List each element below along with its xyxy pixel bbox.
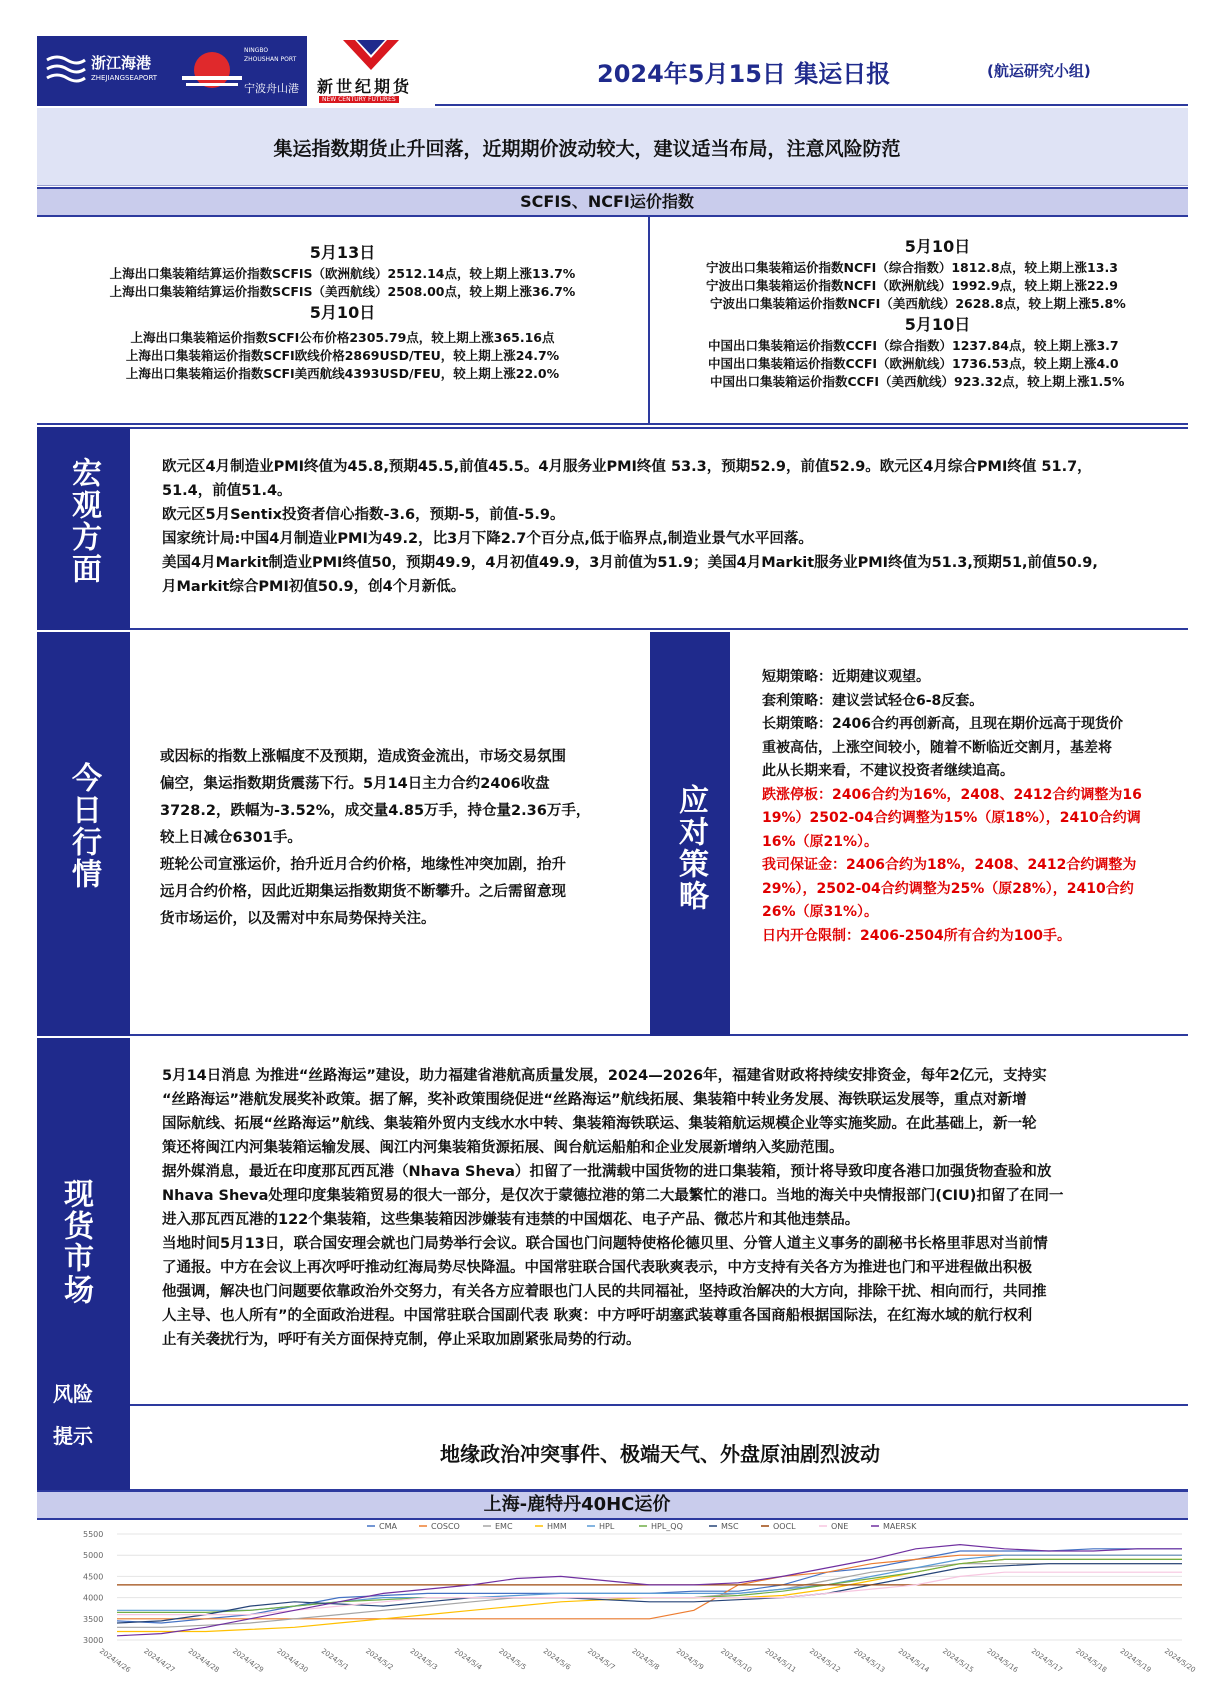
y-tick-label: 5500 <box>83 1530 104 1539</box>
ccfi-us-line: 中国出口集装箱运价指数CCFI（美西航线）923.32点，较上期上涨1.5% <box>710 374 1125 389</box>
sun-sea-logo-icon <box>182 48 242 98</box>
x-tick-label: 2024/5/7 <box>585 1647 617 1672</box>
macro-label-box <box>37 427 130 630</box>
x-tick-label: 2024/5/2 <box>364 1647 395 1672</box>
headline: 集运指数期货止升回落，近期期价波动较大，建议适当布局，注意风险防范 <box>273 138 901 160</box>
strategy-line: 重被高估，上涨空间较小，随着不断临近交割月，基差将 <box>762 739 1112 756</box>
x-tick-label: 2024/5/4 <box>452 1647 484 1672</box>
x-tick-label: 2024/5/5 <box>497 1647 528 1672</box>
spot-label: 现货市场 <box>58 1178 93 1306</box>
spot-line: 策还将闽江内河集装箱运输发展、闽江内河集装箱货源拓展、闽台航运船舶和企业发展新增纳入奖励范围。 <box>162 1140 844 1156</box>
series-line <box>117 1545 1182 1636</box>
scfis-eu-line: 上海出口集装箱结算运价指数SCFIS（欧洲航线）2512.14点，较上期上涨13.7% <box>109 266 576 281</box>
ncfi-eu-line: 宁波出口集装箱运价指数NCFI（欧洲航线）1992.9点，较上期上涨22.9 <box>706 278 1118 293</box>
new-century-logo <box>307 36 435 106</box>
zhejiang-seaport-logo <box>45 46 190 94</box>
scfis-us-line: 上海出口集装箱结算运价指数SCFIS（美西航线）2508.00点，较上期上涨36.7% <box>109 284 576 299</box>
legend-label: EMC <box>495 1522 513 1531</box>
risk-label-2: 提示 <box>53 1424 93 1448</box>
today-line: 3728.2，跌幅为-3.52%，成交量4.85万手，持仓量2.36万手， <box>160 803 591 819</box>
limit-line: 19%）2502-04合约调整为15%（原18%），2410合约调 <box>762 810 1141 826</box>
index-bar <box>37 187 1188 217</box>
chart-title: 上海-鹿特丹40HC运价 <box>483 1494 671 1515</box>
strategy-text <box>762 666 1142 948</box>
y-tick-label: 5000 <box>83 1551 104 1561</box>
limit-line: 16%（原21%）。 <box>762 833 879 850</box>
spot-line: Nhava Sheva处理印度集装箱贸易的很大一部分，是仅次于蒙德拉港的第二大最繁忙的港口。当地的海关中央情报部门(CIU)扣留了在同一 <box>162 1188 1064 1204</box>
left-date2: 5月10日 <box>309 303 376 322</box>
strategy-line: 短期策略：近期建议观望。 <box>762 669 930 685</box>
freight-chart <box>37 1520 1197 1680</box>
legend-label: MSC <box>721 1522 739 1531</box>
risk-text: 地缘政治冲突事件、极端天气、外盘原油剧烈波动 <box>440 1442 880 1466</box>
logo2-top: NINGBO ZHOUSHAN PORT <box>244 47 297 63</box>
x-tick-label: 2024/5/12 <box>807 1647 842 1675</box>
scfi-eu-line: 上海出口集装箱运价指数SCFI欧线价格2869USD/TEU，较上期上涨24.7% <box>125 348 560 363</box>
spot-text <box>162 1064 1063 1352</box>
header-logo-strip <box>37 36 435 106</box>
right-date2: 5月10日 <box>904 315 971 334</box>
logo3-sub: NEW CENTURY FUTURES <box>319 96 399 103</box>
x-tick-label: 2024/4/29 <box>230 1647 265 1675</box>
spot-line: 当地时间5月13日，联合国安理会就也门局势举行会议。联合国也门问题特使格伦德贝里、分管人道主义事务的副秘书长格里菲思对当前情 <box>162 1236 1048 1252</box>
today-line: 班轮公司宣涨运价，抬升近月合约价格，地缘性冲突加剧，抬升 <box>160 857 566 873</box>
wave-logo-icon <box>45 52 87 86</box>
x-tick-label: 2024/4/27 <box>142 1647 177 1675</box>
x-tick-label: 2024/5/11 <box>763 1647 798 1675</box>
spot-line: 他强调，解决也门问题要依靠政治外交努力，有关各方应着眼也门人民的共同福祉，坚持政治解决的大方向，排除干扰、相向而行，共同推 <box>162 1284 1047 1300</box>
risk-box <box>130 1408 1188 1491</box>
spot-line: “丝路海运”港航发展奖补政策。据了解，奖补政策围绕促进“丝路海运”航线拓展、集装箱中转业务发展、海铁联运发展等，重点对新增 <box>162 1092 1027 1108</box>
spot-line: 人主导、也人所有”的全面政治进程。中国常驻联合国副代表 耿爽：中方呼吁胡塞武装尊重各国商船根据国际法，在红海水域的航行权利 <box>162 1308 1033 1324</box>
index-section <box>37 217 1188 425</box>
spot-line: 了通报。中方在会议上再次呼吁推动红海局势尽快降温。中国常驻联合国代表耿爽表示，中方支持有关各方为推进也门和平进程做出积极 <box>162 1260 1032 1276</box>
index-bar-title: SCFIS、NCFI运价指数 <box>520 192 694 211</box>
series-line <box>117 1559 1182 1612</box>
x-tick-label: 2024/5/8 <box>630 1647 661 1672</box>
legend-label: OOCL <box>773 1522 796 1531</box>
x-tick-label: 2024/5/14 <box>896 1647 931 1675</box>
spot-line: 5月14日消息 为推进“丝路海运”建设，助力福建省港航高质量发展，2024—2026年，福建省财政将持续安排资金，每年2亿元，支持实 <box>162 1068 1047 1084</box>
today-line: 或因标的指数上涨幅度不及预期，造成资金流出，市场交易氛围 <box>160 749 566 765</box>
scfi-us-line: 上海出口集装箱运价指数SCFI美西航线4393USD/FEU，较上期上涨22.0% <box>125 366 560 381</box>
strategy-line: 长期策略：2406合约再创新高，且现在期价远高于现货价 <box>762 716 1123 732</box>
today-box <box>130 632 650 1036</box>
spot-line: 进入那瓦西瓦港的122个集装箱，这些集装箱因涉嫌装有违禁的中国烟花、电子产品、微芯片和其他违禁品。 <box>162 1212 860 1228</box>
macro-label: 宏观方面 <box>66 457 101 585</box>
v-logo-icon <box>341 38 401 72</box>
strategy-label: 应对策略 <box>673 784 708 912</box>
x-tick-label: 2024/5/6 <box>541 1647 572 1672</box>
strategy-line: 此从长期来看，不建议投资者继续追高。 <box>762 763 1014 779</box>
x-tick-label: 2024/4/26 <box>97 1647 132 1675</box>
x-tick-label: 2024/5/10 <box>719 1647 754 1675</box>
legend-label: CMA <box>379 1522 397 1531</box>
x-tick-label: 2024/5/3 <box>408 1647 439 1672</box>
x-tick-label: 2024/4/30 <box>275 1647 310 1675</box>
macro-text <box>162 455 1098 599</box>
x-tick-label: 2024/5/17 <box>1029 1647 1064 1675</box>
macro-line: 美国4月Markit制造业PMI终值50，预期49.9，4月初值49.9，3月前值为51.9；美国4月Markit服务业PMI终值为51.3,预期51,前值50.9, <box>162 555 1098 571</box>
report-subtitle: (航运研究小组) <box>987 62 1091 80</box>
spot-line: 据外媒消息，最近在印度那瓦西瓦港（Nhava Sheva）扣留了一批满载中国货物的进口集装箱，预计将导致印度各港口加强货物查验和放 <box>162 1164 1052 1180</box>
x-tick-label: 2024/5/20 <box>1162 1647 1197 1675</box>
ncfi-us-line: 宁波出口集装箱运价指数NCFI（美西航线）2628.8点，较上期上涨5.8% <box>710 296 1126 311</box>
y-tick-label: 3000 <box>83 1636 104 1645</box>
y-tick-label: 4500 <box>83 1572 104 1582</box>
series-line <box>117 1564 1182 1628</box>
x-tick-label: 2024/5/16 <box>985 1647 1020 1675</box>
legend-label: HMM <box>547 1522 567 1531</box>
report-title: 2024年5月15日 集运日报 <box>597 60 891 88</box>
freight-chart-svg <box>37 1520 1197 1680</box>
limit-line: 跌涨停板：2406合约为16%，2408、2412合约调整为16 <box>762 786 1142 803</box>
ccfi-composite-line: 中国出口集装箱运价指数CCFI（综合指数）1237.84点，较上期上涨3.7 <box>708 338 1119 353</box>
left-date1: 5月13日 <box>309 243 376 262</box>
x-tick-label: 2024/5/18 <box>1074 1647 1109 1675</box>
chart-title-bar <box>37 1490 1188 1520</box>
spot-box <box>130 1038 1188 1406</box>
macro-line: 欧元区5月Sentix投资者信心指数-3.6，预期-5，前值-5.9。 <box>162 507 565 523</box>
x-tick-label: 2024/5/19 <box>1118 1647 1153 1675</box>
today-line: 货市场运价，以及需对中东局势保持关注。 <box>160 911 436 927</box>
spot-line: 止有关袭扰行为，呼吁有关方面保持克制，停止采取加剧紧张局势的行动。 <box>162 1332 641 1348</box>
macro-line: 51.4，前值51.4。 <box>162 483 292 499</box>
today-label-box <box>37 632 130 1036</box>
headline-box <box>37 108 1188 186</box>
today-line: 较上日减仓6301手。 <box>160 830 302 846</box>
margin-line: 29%），2502-04合约调整为25%（原28%），2410合约 <box>762 880 1134 897</box>
x-tick-label: 2024/5/9 <box>674 1647 706 1672</box>
x-tick-label: 2024/5/1 <box>319 1647 351 1672</box>
x-tick-label: 2024/5/15 <box>940 1647 975 1675</box>
logo3-text: 新世纪期货 <box>317 77 413 96</box>
y-tick-label: 3500 <box>83 1614 104 1624</box>
spot-line: 国际航线、拓展“丝路海运”航线、集装箱外贸内支线水水中转、集装箱海铁联运、集装箱航运规模企业等实施奖励。在此基础上，新一轮 <box>162 1116 1037 1132</box>
x-tick-label: 2024/5/13 <box>852 1647 887 1675</box>
today-line: 远月合约价格，因此近期集运指数期货不断攀升。之后需留意现 <box>160 884 566 900</box>
ningbo-port-logo <box>182 42 307 100</box>
legend-label: HPL <box>599 1522 615 1531</box>
margin-line: 我司保证金：2406合约为18%，2408、2412合约调整为 <box>762 857 1137 873</box>
right-date1: 5月10日 <box>904 237 971 256</box>
margin-line: 26%（原31%）。 <box>762 904 879 920</box>
legend-label: COSCO <box>431 1522 460 1531</box>
logo1-text: 浙江海港 <box>91 54 152 72</box>
ncfi-composite-line: 宁波出口集装箱运价指数NCFI（综合指数）1812.8点，较上期上涨13.3 <box>706 260 1118 275</box>
macro-line: 欧元区4月制造业PMI终值为45.8,预期45.5,前值45.5。4月服务业PMI终值 53.3，预期52.9，前值52.9。欧元区4月综合PMI终值 51.7， <box>162 459 1092 475</box>
ccfi-eu-line: 中国出口集装箱运价指数CCFI（欧洲航线）1736.53点，较上期上涨4.0 <box>708 356 1119 371</box>
legend-label: ONE <box>831 1522 849 1531</box>
right-index <box>650 235 1225 391</box>
today-text <box>160 744 590 933</box>
macro-line: 月Markit综合PMI初值50.9，创4个月新低。 <box>162 579 466 595</box>
header <box>37 36 1188 106</box>
spot-label-box <box>37 1038 130 1491</box>
legend-label: HPL_QQ <box>651 1522 683 1531</box>
position-limit-line: 日内开仓限制：2406-2504所有合约为100手。 <box>762 927 1071 944</box>
legend-label: MAERSK <box>883 1522 917 1531</box>
macro-box <box>130 427 1188 630</box>
left-index <box>37 241 648 383</box>
strategy-line: 套利策略：建议尝试轻仓6-8反套。 <box>762 692 984 709</box>
logo1-sub: ZHEJIANGSEAPORT <box>91 74 158 82</box>
logo2-text: 宁波舟山港 <box>244 82 299 95</box>
risk-label-1: 风险 <box>53 1382 93 1406</box>
scfi-composite-line: 上海出口集装箱运价指数SCFI公布价格2305.79点，较上期上涨365.16点 <box>130 330 555 345</box>
macro-line: 国家统计局:中国4月制造业PMI为49.2，比3月下降2.7个百分点,低于临界点,制造业景气水平回落。 <box>162 531 813 547</box>
today-line: 偏空，集运指数期货震荡下行。5月14日主力合约2406收盘 <box>160 776 550 792</box>
y-tick-label: 4000 <box>83 1593 104 1603</box>
today-label: 今日行情 <box>66 762 101 890</box>
x-tick-label: 2024/4/28 <box>186 1647 221 1675</box>
strategy-box <box>730 632 1188 1036</box>
strategy-label-box <box>650 632 730 1036</box>
